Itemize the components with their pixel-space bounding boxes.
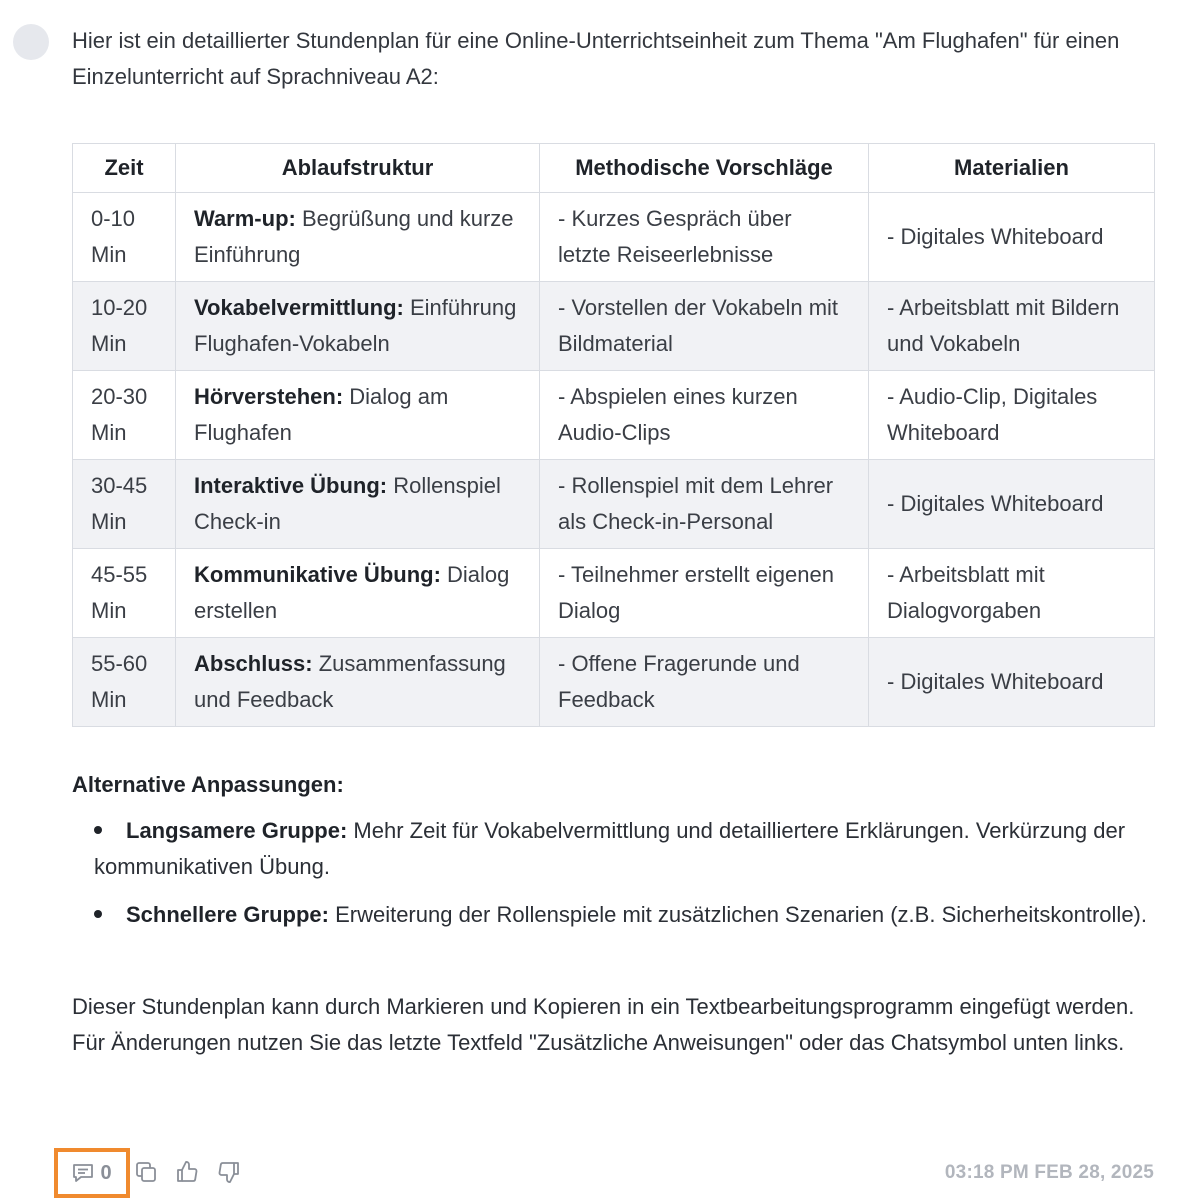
cell-zeit: 55-60 Min bbox=[73, 638, 176, 727]
cell-ablauf-label: Abschluss: bbox=[194, 651, 313, 676]
bullet-icon bbox=[94, 826, 102, 834]
table-row bbox=[73, 638, 1155, 727]
cell-method: - Offene Fragerunde und Feedback bbox=[540, 638, 869, 727]
cell-material: - Arbeitsblatt mit Bildern und Vokabeln bbox=[869, 282, 1155, 371]
cell-zeit: 0-10 Min bbox=[73, 193, 176, 282]
assistant-message bbox=[72, 23, 1154, 1061]
header-methodische-vorschlaege: Methodische Vorschläge bbox=[540, 144, 869, 193]
comment-icon bbox=[72, 1163, 94, 1183]
cell-method: - Abspielen eines kurzen Audio-Clips bbox=[540, 371, 869, 460]
table-row bbox=[73, 193, 1155, 282]
header-ablaufstruktur: Ablaufstruktur bbox=[176, 144, 540, 193]
cell-method: - Vorstellen der Vokabeln mit Bildmaterial bbox=[540, 282, 869, 371]
comment-count: 0 bbox=[100, 1162, 112, 1184]
cell-zeit: 30-45 Min bbox=[73, 460, 176, 549]
header-materialien: Materialien bbox=[869, 144, 1155, 193]
header-zeit: Zeit bbox=[73, 144, 176, 193]
cell-ablauf-label: Warm-up: bbox=[194, 206, 296, 231]
table-row bbox=[73, 460, 1155, 549]
intro-text: Hier ist ein detaillierter Stundenplan für eine Online-Unterrichtseinheit zum Thema "Am Flughafen" für einen Einzelunterricht auf Sprachniveau A2: bbox=[72, 28, 1120, 89]
comment-button[interactable] bbox=[54, 1148, 130, 1198]
table-header-row bbox=[73, 144, 1155, 193]
outro-text: Dieser Stundenplan kann durch Markieren und Kopieren in ein Textbearbeitungsprogramm eingefügt werden. Für Änderungen nutzen Sie das letzte Textfeld "Zusätzliche Anweisungen" oder das Chatsymbol unten links. bbox=[72, 994, 1135, 1055]
cell-material: - Digitales Whiteboard bbox=[869, 460, 1155, 549]
cell-ablauf-text: Begrüßung und kurze Einführung bbox=[194, 206, 514, 267]
table-row bbox=[73, 549, 1155, 638]
cell-zeit: 45-55 Min bbox=[73, 549, 176, 638]
list-item bbox=[94, 813, 1154, 885]
cell-ablauf bbox=[176, 282, 540, 371]
cell-ablauf-text: Einführung Flughafen-Vokabeln bbox=[194, 295, 517, 356]
alternatives-list bbox=[72, 813, 1154, 933]
list-item-label: Schnellere Gruppe: bbox=[126, 902, 329, 927]
cell-method: - Teilnehmer erstellt eigenen Dialog bbox=[540, 549, 869, 638]
cell-ablauf-label: Vokabelvermittlung: bbox=[194, 295, 404, 320]
list-item bbox=[94, 897, 1154, 933]
cell-ablauf bbox=[176, 460, 540, 549]
lesson-plan-table bbox=[72, 143, 1155, 727]
thumbs-down-button[interactable] bbox=[215, 1158, 243, 1186]
cell-ablauf bbox=[176, 638, 540, 727]
cell-ablauf-label: Interaktive Übung: bbox=[194, 473, 388, 498]
cell-method: - Kurzes Gespräch über letzte Reiseerlebnisse bbox=[540, 193, 869, 282]
cell-ablauf-text: Rollenspiel Check-in bbox=[194, 473, 501, 534]
cell-ablauf-text: Zusammenfassung und Feedback bbox=[194, 651, 506, 712]
cell-ablauf-text: Dialog erstellen bbox=[194, 562, 510, 623]
cell-ablauf-label: Kommunikative Übung: bbox=[194, 562, 441, 587]
thumbs-up-button[interactable] bbox=[173, 1158, 201, 1186]
cell-ablauf bbox=[176, 549, 540, 638]
bullet-icon bbox=[94, 910, 102, 918]
table-row bbox=[73, 282, 1155, 371]
cell-material: - Audio-Clip, Digitales Whiteboard bbox=[869, 371, 1155, 460]
cell-zeit: 10-20 Min bbox=[73, 282, 176, 371]
cell-material: - Arbeitsblatt mit Dialogvorgaben bbox=[869, 549, 1155, 638]
alternatives-heading: Alternative Anpassungen: bbox=[72, 772, 344, 797]
message-timestamp: 03:18 PM FEB 28, 2025 bbox=[944, 1162, 1154, 1183]
cell-ablauf-label: Hörverstehen: bbox=[194, 384, 344, 409]
copy-button[interactable] bbox=[132, 1158, 160, 1186]
cell-material: - Digitales Whiteboard bbox=[869, 193, 1155, 282]
thumbs-down-icon bbox=[217, 1160, 241, 1184]
assistant-avatar bbox=[13, 24, 49, 60]
table-row bbox=[73, 371, 1155, 460]
cell-zeit: 20-30 Min bbox=[73, 371, 176, 460]
thumbs-up-icon bbox=[175, 1160, 199, 1184]
cell-ablauf bbox=[176, 193, 540, 282]
message-footer bbox=[54, 1148, 1154, 1198]
copy-icon bbox=[134, 1160, 158, 1184]
list-item-text: Mehr Zeit für Vokabelvermittlung und detailliertere Erklärungen. Verkürzung der kommunikativen Übung. bbox=[94, 818, 1126, 879]
cell-material: - Digitales Whiteboard bbox=[869, 638, 1155, 727]
cell-ablauf-text: Dialog am Flughafen bbox=[194, 384, 449, 445]
cell-method: - Rollenspiel mit dem Lehrer als Check-in-Personal bbox=[540, 460, 869, 549]
list-item-label: Langsamere Gruppe: bbox=[126, 818, 348, 843]
cell-ablauf bbox=[176, 371, 540, 460]
list-item-text: Erweiterung der Rollenspiele mit zusätzlichen Szenarien (z.B. Sicherheitskontrolle). bbox=[328, 902, 1147, 927]
